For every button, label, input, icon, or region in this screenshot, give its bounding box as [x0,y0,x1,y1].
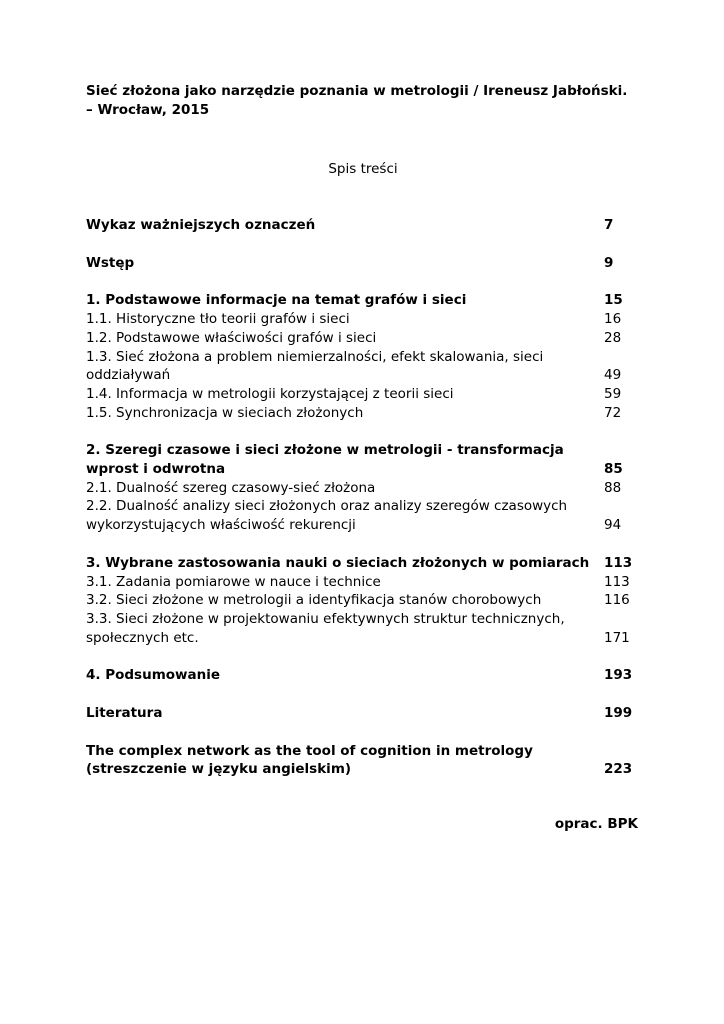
toc-entry-label [86,441,604,478]
toc-chapter [86,441,640,478]
toc-entry-label: 3.2. Sieci złożone w metrologii a identyfikacja stanów chorobowych [86,592,542,609]
toc-entry-page: 49 [604,367,622,384]
toc-list [86,216,640,779]
toc-entry-label-line-2: wykorzystujących właściwość rekurencji [86,517,356,534]
toc-entry-label-line-2: społecznych etc. [86,629,199,646]
toc-entry-label: 1. Podstawowe informacje na temat grafów i sieci [86,292,467,309]
toc-section [86,404,640,423]
toc-entry-label: 3. Wybrane zastosowania nauki o sieciach złożonych w pomiarach [86,554,590,571]
toc-entry-page: 88 [604,479,622,496]
toc-heading: Spis treści [328,161,398,177]
toc-section [86,310,640,329]
toc-entry-page: 113 [604,554,633,571]
toc-entry-page: 199 [604,705,633,722]
toc-entry-page: 16 [604,311,622,328]
toc-entry-label [86,348,604,385]
document-page [86,82,640,779]
toc-entry-page: 113 [604,573,630,590]
toc-section [86,329,640,348]
toc-entry-page: 7 [604,217,614,233]
toc-entry-label-line-1: 3.3. Sieci złożone w projektowaniu efektywnych struktur technicznych, [86,610,565,627]
toc-entry-page: 59 [604,385,622,402]
toc-chapter [86,291,640,310]
toc-entry-label: 4. Podsumowanie [86,667,221,684]
toc-chapter [86,554,640,573]
toc-entry-page: 193 [604,667,633,684]
toc-entry-label: Wstęp [86,254,135,271]
toc-entry-label: 1.4. Informacja w metrologii korzystającej z teorii sieci [86,385,454,402]
toc-entry-label [86,610,604,647]
toc-entry-label [86,497,604,534]
toc-entry-page: 223 [604,761,633,778]
toc-section [86,385,640,404]
toc-entry-page: 171 [604,629,630,646]
signature: oprac. BPK [554,816,638,832]
toc-entry-label-line-1: 2. Szeregi czasowe i sieci złożone w metrologii - transformacja [86,442,564,459]
toc-entry-page: 85 [604,461,623,478]
toc-entry-label [86,742,604,779]
toc-section [86,573,640,592]
toc-entry-page: 28 [604,329,622,346]
toc-entry-page: 116 [604,592,630,609]
toc-section [86,348,640,385]
toc-entry [86,742,640,779]
toc-entry [86,254,640,273]
toc-entry-label-line-2: (streszczenie w języku angielskim) [86,761,352,778]
toc-entry-label-line-1: The complex network as the tool of cognition in metrology [86,742,533,759]
toc-entry-label-line-2: oddziaływań [86,367,171,384]
toc-entry-page: 9 [604,254,614,271]
toc-section [86,610,640,647]
toc-section [86,479,640,498]
toc-entry-page: 94 [604,517,622,534]
toc-entry-label: 2.1. Dualność szereg czasowy-sieć złożona [86,479,376,496]
toc-entry-page: 72 [604,404,622,421]
toc-section [86,591,640,610]
document-title-line-1: Sieć złożona jako narzędzie poznania w metrologii / Ireneusz Jabłoński. [86,83,628,99]
toc-entry-label-line-1: 2.2. Dualność analizy sieci złożonych oraz analizy szeregów czasowych [86,498,568,515]
toc-entry-label: 3.1. Zadania pomiarowe w nauce i technice [86,573,381,590]
toc-entry-label: 1.1. Historyczne tło teorii grafów i sieci [86,311,350,328]
toc-entry [86,216,640,235]
toc-entry-label: Literatura [86,705,163,722]
toc-entry-label-line-2: wprost i odwrotna [86,461,226,478]
toc-entry-label-line-1: 1.3. Sieć złożona a problem niemierzalności, efekt skalowania, sieci [86,348,544,365]
toc-section [86,497,640,534]
toc-entry-page: 15 [604,292,623,309]
toc-entry-label: Wykaz ważniejszych oznaczeń [86,217,316,233]
toc-entry-label: 1.5. Synchronizacja w sieciach złożonych [86,404,364,421]
toc-entry-label: 1.2. Podstawowe właściwości grafów i sieci [86,329,377,346]
toc-entry [86,704,640,723]
document-title-line-2: – Wrocław, 2015 [86,102,210,118]
toc-chapter [86,666,640,685]
